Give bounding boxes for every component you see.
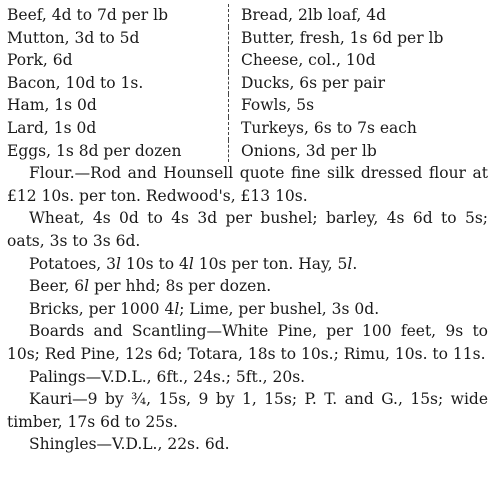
- shingles-paragraph: Shingles—V.D.L., 22s. 6d.: [29, 435, 230, 454]
- potatoes-text-a: Potatoes, 3: [29, 254, 117, 273]
- bricks-paragraph: [7, 298, 488, 321]
- beer-paragraph: [7, 275, 488, 298]
- price-right-cheese: Cheese, col., 10d: [241, 51, 376, 70]
- price-right-onions: Onions, 3d per lb: [241, 141, 377, 160]
- beer-text-b: per hhd; 8s per dozen.: [89, 277, 272, 296]
- price-left-beef: Beef, 4d to 7d per lb: [7, 4, 229, 27]
- beer-text-a: Beer, 6: [29, 277, 85, 296]
- price-left-bacon: Bacon, 10d to 1s.: [7, 72, 229, 95]
- pound-symbol: l: [116, 254, 121, 273]
- price-left-mutton: Mutton, 3d to 5d: [7, 27, 229, 50]
- pound-symbol: l: [188, 254, 194, 273]
- price-right-butter: Butter, fresh, 1s 6d per lb: [241, 28, 444, 47]
- bricks-text-a: Bricks, per 1000 4: [29, 299, 175, 318]
- wheat-paragraph: Wheat, 4s 0d to 4s 3d per bushel; barley, 4s 6d to 5s; oats, 3s to 3s 6d.: [7, 209, 488, 250]
- kauri-paragraph: Kauri—9 by ¾, 15s, 9 by 1, 15s; P. T. and G., 15s; wide timber, 17s 6d to 25s.: [7, 390, 488, 431]
- pound-symbol: l: [84, 277, 90, 296]
- price-right-ducks: Ducks, 6s per pair: [241, 73, 385, 92]
- pound-symbol: l: [174, 299, 180, 318]
- price-table: [7, 4, 488, 162]
- price-left-eggs: Eggs, 1s 8d per dozen: [7, 140, 229, 163]
- price-left-pork: Pork, 6d: [7, 49, 229, 72]
- price-right-bread: Bread, 2lb loaf, 4d: [241, 6, 387, 24]
- potatoes-text-c: 10s per ton. Hay, 5: [193, 254, 348, 273]
- palings-paragraph: Palings—V.D.L., 6ft., 24s.; 5ft., 20s.: [29, 367, 306, 386]
- price-left-ham: Ham, 1s 0d: [7, 94, 229, 117]
- price-right-fowls: Fowls, 5s: [241, 96, 315, 115]
- potatoes-text-b: 10s to 4: [120, 254, 189, 273]
- flour-paragraph: Flour.—Rod and Hounsell quote fine silk dressed flour at £12 10s. per ton. Redwood's, £13 10s.: [7, 164, 488, 205]
- potatoes-paragraph: [7, 253, 488, 276]
- price-right-turkeys: Turkeys, 6s to 7s each: [241, 118, 417, 137]
- boards-paragraph: Boards and Scantling—White Pine, per 100 feet, 9s to 10s; Red Pine, 12s 6d; Totara, 18s to 10s.; Rimu, 10s. to 11s.: [7, 322, 488, 363]
- potatoes-text-d: .: [352, 254, 358, 273]
- bricks-text-b: ; Lime, per bushel, 3s 0d.: [179, 299, 380, 318]
- pound-symbol: l: [347, 254, 353, 273]
- price-left-lard: Lard, 1s 0d: [7, 117, 229, 140]
